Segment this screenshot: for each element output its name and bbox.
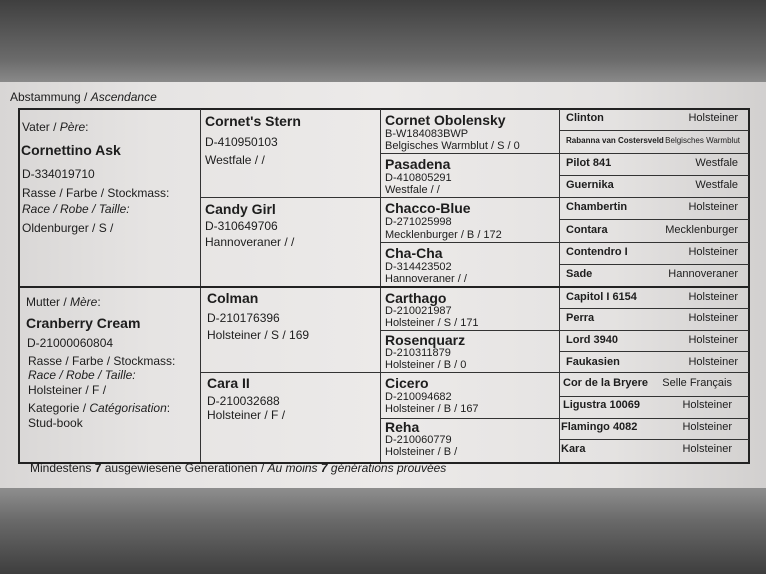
gen4-breed: Hannoveraner	[668, 268, 738, 280]
dam-category-colon: :	[166, 401, 171, 415]
gen3-info: Holsteiner / S / 171	[385, 317, 479, 329]
gen4-breed: Westfale	[695, 157, 738, 169]
gen4-name: Contendro I	[566, 246, 628, 258]
gen3-divider	[380, 153, 560, 154]
sire-dam-divider	[19, 286, 381, 288]
dam-attr-label-fr: Race / Robe / Taille:	[28, 368, 136, 382]
gen4-breed: Westfale	[695, 179, 738, 191]
title-german: Abstammung /	[10, 90, 91, 104]
gen4-name: Faukasien	[566, 356, 620, 368]
gen2-name: Candy Girl	[205, 201, 276, 217]
gen4-breed: Holsteiner	[688, 291, 738, 303]
gen2-info: Holsteiner / S / 169	[207, 328, 310, 342]
gen3-info: Holsteiner / B / 167	[385, 403, 479, 415]
gen4-breed: Holsteiner	[688, 201, 738, 213]
sire-role-label	[22, 120, 89, 134]
gen4-divider	[559, 351, 749, 352]
gen3-info: Belgisches Warmblut / S / 0	[385, 140, 520, 152]
gen4-name: Lord 3940	[566, 334, 618, 346]
gen3-id: D-210311879	[385, 347, 451, 359]
dam-role-de: Mutter /	[26, 295, 71, 309]
gen2-name: Colman	[207, 290, 259, 306]
gen4-divider	[559, 153, 749, 154]
gen3-info: Holsteiner / B / 0	[385, 359, 467, 371]
gen4-name: Cor de la Bryere	[563, 377, 648, 389]
gen3-name: Cicero	[385, 375, 429, 391]
gen4-breed: Holsteiner	[688, 312, 738, 324]
gen4-breed: Holsteiner	[688, 334, 738, 346]
gen2-divider	[200, 372, 380, 373]
dam-category-de: Kategorie /	[28, 401, 90, 415]
dam-role-fr: Mère	[70, 295, 98, 309]
gen3-id: D-210060779	[385, 434, 452, 446]
gen2-info: Hannoveraner / /	[205, 235, 295, 249]
dam-role-label	[26, 295, 101, 309]
sire-name: Cornettino Ask	[21, 142, 121, 158]
gen4-name: Pilot 841	[566, 157, 612, 169]
gen3-name: Carthago	[385, 290, 447, 306]
gen3-id: D-210021987	[385, 305, 452, 317]
gen4-divider	[559, 330, 749, 331]
sire-role-fr: Père	[59, 120, 86, 134]
dam-category-label	[28, 401, 170, 415]
gen3-divider	[380, 372, 560, 373]
gen3-name: Pasadena	[385, 156, 451, 172]
gen4-name: Flamingo 4082	[561, 421, 638, 433]
gen2-divider	[200, 197, 380, 198]
footer-fr-1: Au moins	[267, 461, 321, 475]
gen4-divider	[559, 396, 749, 397]
sire-role-de: Vater /	[22, 120, 60, 134]
gen3-divider	[380, 242, 560, 243]
gen3-info: Westfale / /	[385, 184, 440, 196]
gen4-divider	[559, 439, 749, 440]
footer-de-2: ausgewiesene Generationen /	[101, 461, 268, 475]
gen4-name: Ligustra 10069	[563, 399, 641, 411]
dam-category-value: Stud-book	[28, 416, 83, 430]
gen4-breed: Holsteiner	[682, 421, 732, 433]
gen3-id: D-410805291	[385, 172, 452, 184]
gen4-name: Kara	[561, 443, 586, 455]
gen3-info: Hannoveraner / /	[385, 273, 467, 285]
title-french: Ascendance	[90, 90, 157, 104]
gen4-breed: Holsteiner	[682, 443, 732, 455]
gen4-breed: Holsteiner	[688, 246, 738, 258]
gen3-info: Holsteiner / B /	[385, 446, 458, 458]
gen2-name: Cara II	[207, 375, 250, 391]
gen4-name: Contara	[566, 224, 608, 236]
gen4-name: Rabanna van Costersveld	[566, 136, 664, 145]
gen2-info: Holsteiner / F /	[207, 408, 286, 422]
gen4-name: Perra	[566, 312, 595, 324]
gen3-name: Chacco-Blue	[385, 200, 471, 216]
gen3-name: Rosenquarz	[385, 332, 466, 348]
gen4-divider	[559, 418, 749, 419]
pedigree-title	[10, 90, 157, 104]
gen3-divider	[380, 197, 560, 198]
footer-fr-2: générations prouvées	[327, 461, 447, 475]
gen4-name: Guernika	[566, 179, 614, 191]
gen4-divider	[559, 219, 749, 220]
dam-role-colon: :	[97, 295, 101, 309]
sire-attr-value: Oldenburger / S /	[22, 221, 114, 235]
dam-attr-label-de: Rasse / Farbe / Stockmass:	[28, 354, 176, 368]
gen4-name: Clinton	[566, 112, 604, 124]
gen2-info: Westfale / /	[205, 153, 265, 167]
gen4-divider	[559, 130, 749, 131]
gen4-breed: Holsteiner	[688, 356, 738, 368]
dam-name: Cranberry Cream	[26, 315, 141, 331]
gen3-name: Cha-Cha	[385, 245, 443, 261]
gen2-id: D-210176396	[207, 311, 280, 325]
footer-gen-count: 7	[94, 461, 102, 475]
sire-role-colon: :	[85, 120, 89, 134]
gen3-id: D-210094682	[385, 391, 452, 403]
gen4-breed: Selle Français	[662, 377, 732, 389]
gen4-name: Sade	[566, 268, 593, 280]
gen2-id: D-310649706	[205, 219, 278, 233]
gen3-info: Mecklenburger / B / 172	[385, 229, 502, 241]
gen4-divider	[559, 264, 749, 265]
gen4-divider	[559, 175, 749, 176]
gen4-divider	[559, 197, 749, 198]
dam-id: D-21000060804	[27, 336, 114, 350]
gen4-name: Chambertin	[566, 201, 628, 213]
gen4-breed: Holsteiner	[682, 399, 732, 411]
generations-note	[30, 461, 446, 475]
sire-attr-label-de: Rasse / Farbe / Stockmass:	[22, 186, 170, 200]
gen4-divider	[559, 308, 749, 309]
gen4-divider	[559, 372, 749, 373]
dam-category-fr: Catégorisation	[89, 401, 167, 415]
gen2-id: D-410950103	[205, 135, 278, 149]
gen3-divider	[380, 286, 750, 288]
gen3-name: Cornet Obolensky	[385, 112, 506, 128]
gen3-divider	[380, 330, 560, 331]
gen4-divider	[559, 242, 749, 243]
gen3-id: D-314423502	[385, 261, 452, 273]
dam-attr-value: Holsteiner / F /	[28, 383, 107, 397]
gen3-name: Reha	[385, 419, 420, 435]
gen2-id: D-210032688	[207, 394, 280, 408]
gen4-name: Capitol I 6154	[566, 291, 637, 303]
gen2-name: Cornet's Stern	[205, 113, 301, 129]
gen4-breed: Mecklenburger	[665, 224, 738, 236]
sire-id: D-334019710	[22, 167, 95, 181]
gen3-id: B-W184083BWP	[385, 128, 469, 140]
gen3-id: D-271025998	[385, 216, 452, 228]
footer-gen-count-fr: 7	[320, 461, 328, 475]
gen4-breed: Belgisches Warmblut	[665, 136, 740, 145]
sire-attr-label-fr: Race / Robe / Taille:	[22, 202, 130, 216]
gen4-breed: Holsteiner	[688, 112, 738, 124]
footer-de-1: Mindestens	[30, 461, 95, 475]
